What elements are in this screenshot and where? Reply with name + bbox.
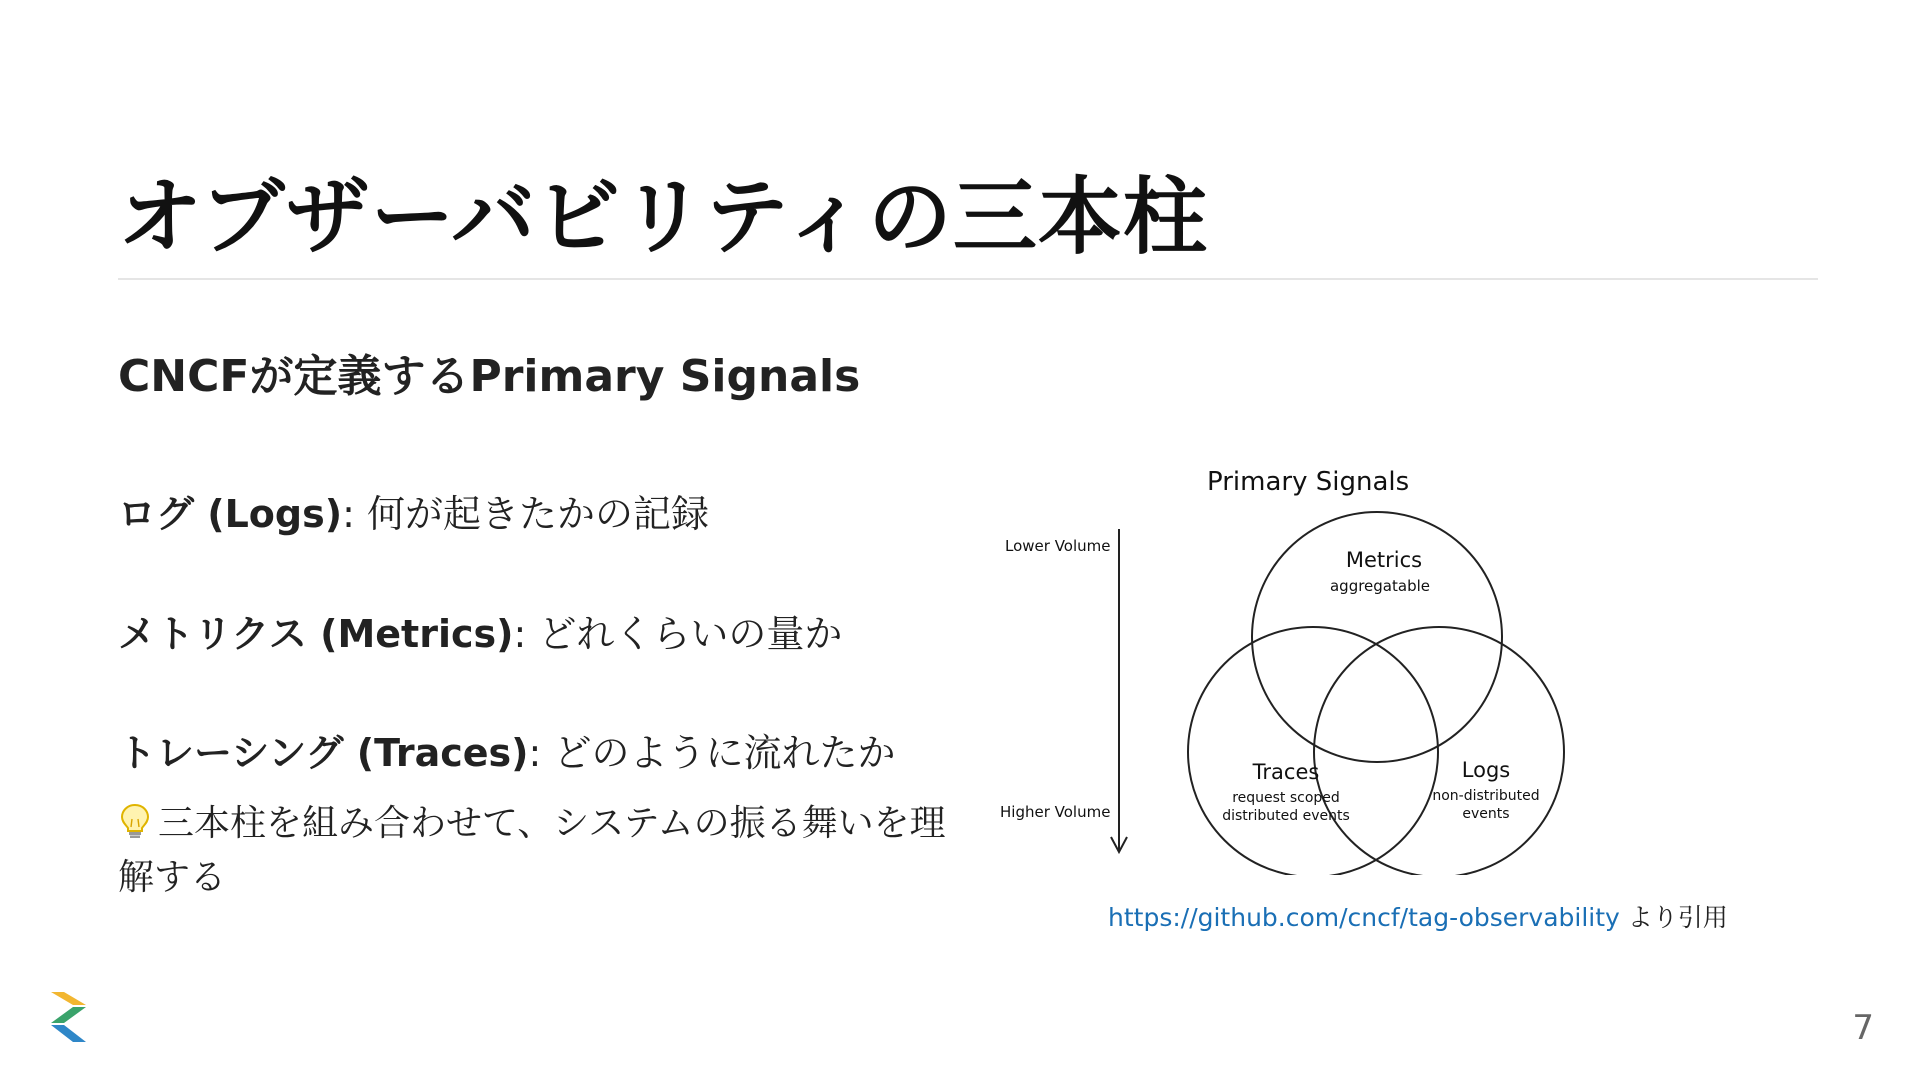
item-separator: :	[513, 612, 527, 656]
diagram-title: Primary Signals	[1207, 467, 1410, 497]
logo-green-bar	[51, 1007, 86, 1023]
company-logo	[48, 990, 90, 1044]
logs-circle	[1314, 627, 1564, 875]
slide-title: オブザーバビリティの三本柱	[118, 168, 1208, 266]
metrics-sublabel: aggregatable	[1329, 577, 1431, 595]
primary-signals-diagram	[990, 445, 1610, 875]
axis-label-bottom: Higher Volume	[1000, 803, 1111, 821]
traces-sublabel-1: request scoped	[1232, 790, 1340, 806]
logo-yellow-bar	[51, 992, 86, 1005]
list-item-traces	[118, 722, 895, 777]
slide-subtitle: CNCFが定義するPrimary Signals	[118, 351, 861, 402]
lightbulb-icon	[118, 803, 152, 839]
tip-callout	[118, 797, 948, 905]
metrics-label: Metrics	[1345, 548, 1423, 572]
item-description: 何が起きたかの記録	[354, 492, 710, 536]
tip-text: 三本柱を組み合わせて、システムの振る舞いを理解する	[118, 803, 946, 898]
item-term: トレーシング (Traces)	[118, 731, 529, 775]
traces-circle	[1188, 627, 1438, 875]
item-description: どのように流れたか	[541, 731, 896, 775]
traces-sublabel-2: distributed events	[1222, 808, 1350, 824]
list-item-logs	[118, 483, 709, 538]
item-separator: :	[528, 731, 542, 775]
title-divider	[118, 278, 1818, 280]
axis-label-top: Lower Volume	[1005, 537, 1111, 555]
logs-sublabel-2: events	[1462, 806, 1510, 822]
traces-label: Traces	[1252, 760, 1320, 784]
list-item-metrics	[118, 603, 842, 658]
item-term: ログ (Logs)	[118, 492, 343, 536]
source-caption	[1108, 898, 1728, 934]
logo-blue-bar	[51, 1025, 86, 1042]
item-description: どれくらいの量か	[526, 612, 843, 656]
source-link[interactable]: https://github.com/cncf/tag-observability	[1108, 903, 1620, 932]
item-separator: :	[342, 492, 355, 536]
page-number: 7	[1852, 1008, 1874, 1048]
logs-label: Logs	[1461, 758, 1511, 782]
logs-sublabel-1: non-distributed	[1432, 788, 1540, 804]
caption-suffix: より引用	[1619, 903, 1728, 932]
item-term: メトリクス (Metrics)	[118, 612, 514, 656]
